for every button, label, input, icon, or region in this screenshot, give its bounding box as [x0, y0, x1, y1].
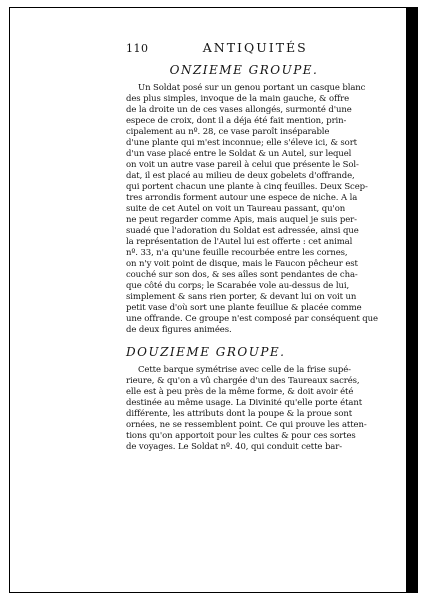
section-heading-onzieme: ONZIEME GROUPE. — [169, 63, 319, 77]
text-line: on voit un autre vase pareil à celui que présente le Sol- — [126, 160, 359, 170]
text-line: des plus simples, invoque de la main gauche, & offre — [126, 94, 349, 104]
paragraph-onzieme-groupe — [126, 83, 378, 336]
text-line: que côté du corps; le Scarabée vole au-dessus de lui, — [126, 281, 350, 291]
page-number: 110 — [126, 42, 149, 55]
text-line: cipalement au nº. 28, ce vase paroît inséparable — [126, 127, 330, 137]
text-line: tres arrondis forment autour une espece de niche. A la — [126, 193, 358, 203]
text-line: d'un vase placé entre le Soldat & un Autel, sur lequel — [126, 149, 352, 159]
text-line: Un Soldat posé sur un genou portant un casque blanc — [138, 83, 366, 93]
text-line: une offrande. Ce groupe n'est composé par conséquent que — [126, 314, 378, 324]
text-line: dat, il est placé au milieu de deux gobelets d'offrande, — [126, 171, 355, 181]
text-line: ne peut regarder comme Apis, mais auquel je suis per- — [126, 215, 357, 225]
text-line: de deux figures animées. — [126, 325, 232, 335]
text-line: elle est à peu près de la même forme, & doit avoir été — [126, 387, 354, 397]
text-line: tions qu'on apportoit pour les cultes & pour ces sortes — [126, 431, 356, 441]
text-line: suadé que l'adoration du Soldat est adressée, ainsi que — [126, 226, 359, 236]
text-line: d'une plante qui m'est inconnue; elle s'éleve ici, & sort — [126, 138, 357, 148]
text-line: destinée au même usage. La Divinité qu'elle porte étant — [126, 398, 363, 408]
running-head — [126, 40, 362, 60]
text-line: de voyages. Le Soldat nº. 40, qui conduit cette bar- — [126, 442, 342, 452]
text-line: qui portent chacun une plante à cinq feuilles. Deux Scep- — [126, 182, 368, 192]
text-line: simplement & sans rien porter, & devant lui on voit un — [126, 292, 357, 302]
text-line: la représentation de l'Autel lui est offerte : cet animal — [126, 237, 353, 247]
text-line: couché sur son dos, & ses aîles sont pendantes de cha- — [126, 270, 358, 280]
text-line: ornées, ne se ressemblent point. Ce qui prouve les atten- — [126, 420, 367, 430]
running-title: ANTIQUITÉS — [202, 40, 308, 55]
text-line: nº. 33, n'a qu'une feuille recourbée entre les cornes, — [126, 248, 348, 258]
paragraph-douzieme-groupe — [126, 365, 367, 453]
text-line: petit vase d'où sort une plante feuillue & placée comme — [126, 303, 362, 313]
text-line: on n'y voit point de disque, mais le Faucon pêcheur est — [126, 259, 358, 269]
text-line: suite de cet Autel on voit un Taureau passant, qu'on — [126, 204, 346, 214]
text-line: espece de croix, dont il a déja été fait mention, prin- — [126, 116, 347, 126]
text-line: rieure, & qu'on a vû chargée d'un des Taureaux sacrés, — [126, 376, 360, 386]
page-content — [126, 40, 378, 453]
page-edge — [406, 8, 417, 592]
text-line: Cette barque symétrise avec celle de la frise supé- — [138, 365, 351, 375]
text-line: de la droite un de ces vases allongés, surmonté d'une — [126, 105, 352, 115]
section-heading-douzieme: DOUZIEME GROUPE. — [126, 345, 286, 359]
text-line: différente, les attributs dont la poupe & la proue sont — [126, 409, 353, 419]
